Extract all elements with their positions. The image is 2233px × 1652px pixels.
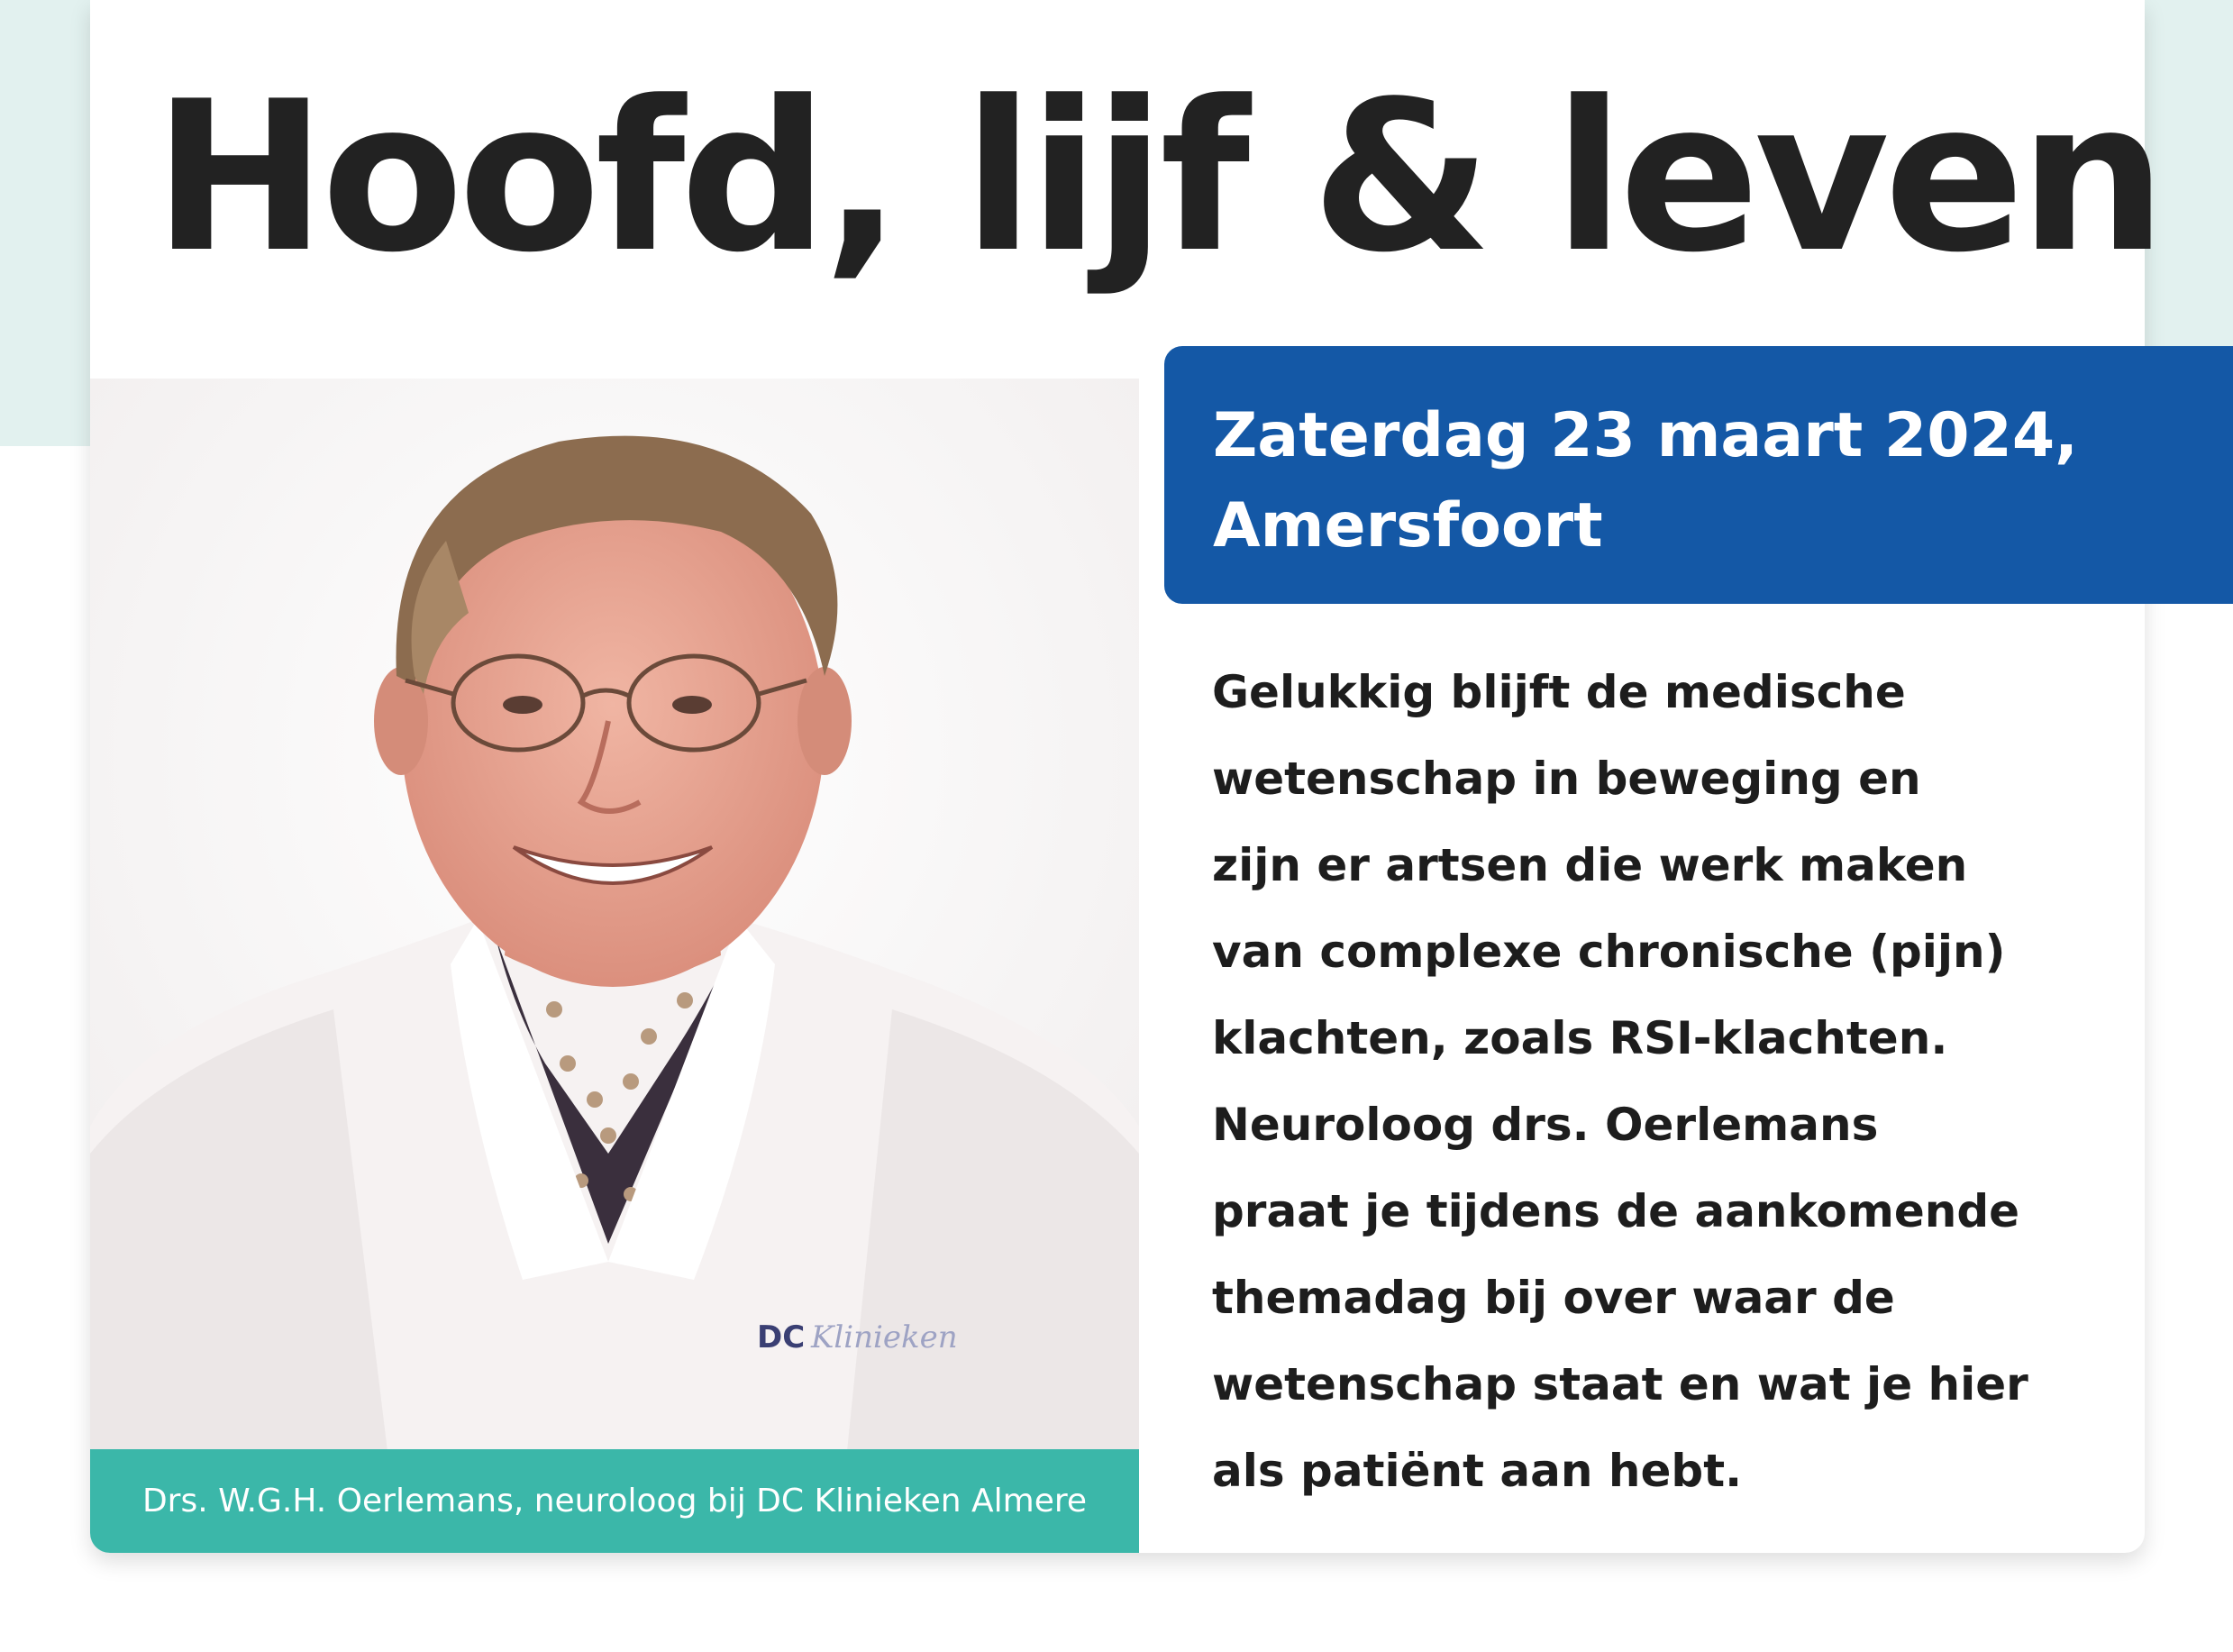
description-line: Gelukkig blijft de medische — [1212, 666, 1906, 718]
event-location: Amersfoort — [1213, 490, 1603, 561]
coat-logo-klinieken: Klinieken — [811, 1319, 958, 1355]
description-line: Neuroloog drs. Oerlemans — [1212, 1099, 1879, 1151]
description-line: van complexe chronische (pijn) — [1212, 926, 2006, 978]
event-date-box — [1164, 346, 2233, 604]
page-title: Hoofd, lijf & leven — [153, 58, 2162, 298]
description-line: zijn er artsen die werk maken — [1212, 839, 1968, 891]
description-line: praat je tijdens de aankomende — [1212, 1185, 2020, 1237]
description-line: klachten, zoals RSI-klachten. — [1212, 1012, 1948, 1064]
coat-logo-dc: DC — [757, 1319, 806, 1355]
doctor-photo — [90, 379, 1139, 1451]
doctor-portrait-illustration — [90, 379, 1139, 1451]
description-line: als patiënt aan hebt. — [1212, 1445, 1743, 1497]
event-date: Zaterdag 23 maart 2024, — [1213, 400, 2079, 471]
photo-caption-bar — [90, 1449, 1139, 1553]
photo-caption: Drs. W.G.H. Oerlemans, neuroloog bij DC Klinieken Almere — [141, 1483, 1088, 1520]
event-description — [1212, 649, 2140, 1514]
description-line: themadag bij over waar de — [1212, 1272, 1895, 1324]
description-line: wetenschap staat en wat je hier — [1212, 1358, 2028, 1410]
description-line: wetenschap in beweging en — [1212, 753, 1921, 805]
